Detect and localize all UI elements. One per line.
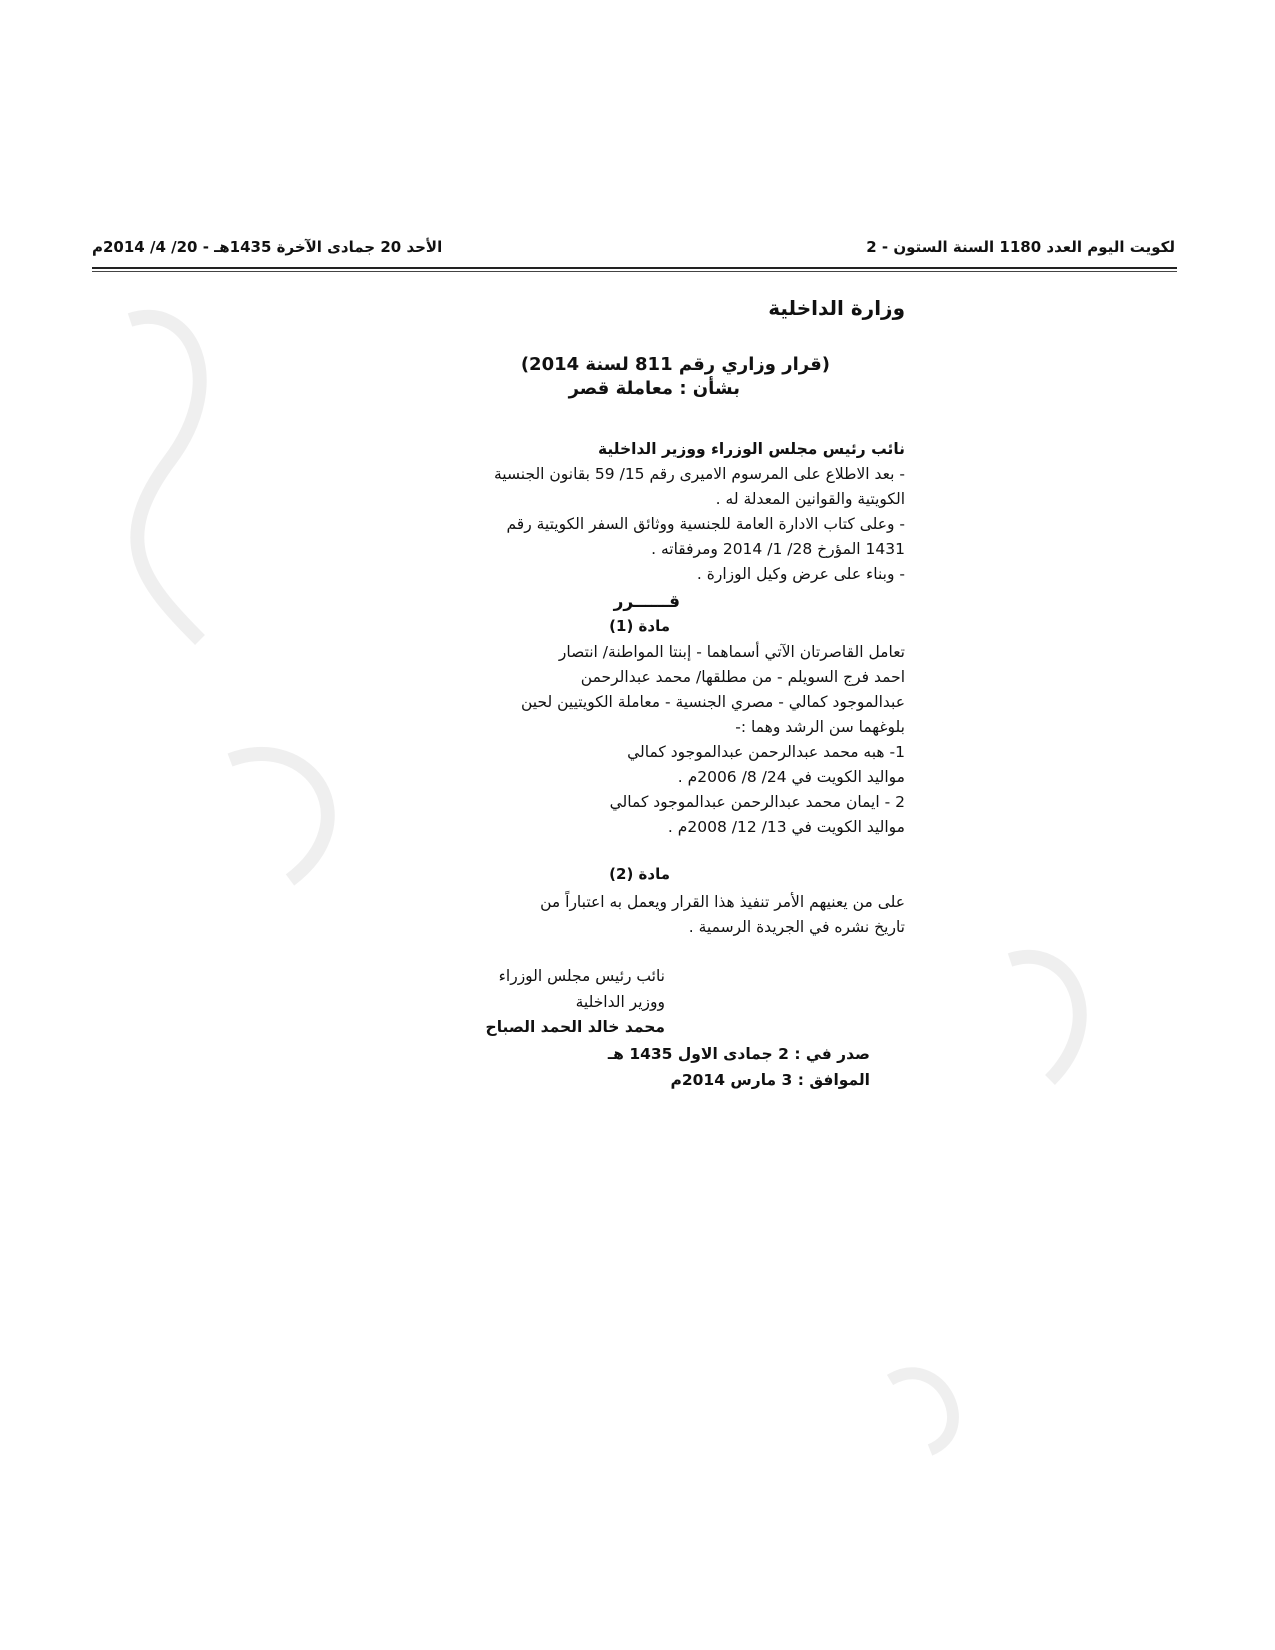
decision-subject: بشأن : معاملة قصر — [568, 378, 740, 399]
preamble-line: - بعد الاطلاع على المرسوم الاميرى رقم 15/ 59 بقانون الجنسية — [493, 465, 905, 483]
signatory-title: نائب رئيس مجلس الوزراء — [498, 967, 665, 985]
preamble-heading: نائب رئيس مجلس الوزراء ووزير الداخلية — [597, 440, 905, 458]
header-issue-info: لكويت اليوم العدد 1180 السنة الستون - 2 — [866, 238, 1175, 256]
decision-title: (قرار وزاري رقم 811 لسنة 2014) — [520, 354, 830, 375]
ministry-name: وزارة الداخلية — [768, 296, 905, 320]
article-1-line: مواليد الكويت في 24/ 8/ 2006م . — [677, 768, 905, 786]
preamble-line: - وبناء على عرض وكيل الوزارة . — [696, 565, 905, 583]
article-1-line: مواليد الكويت في 13/ 12/ 2008م . — [667, 818, 905, 836]
header-date: الأحد 20 جمادى الآخرة 1435هـ - 20/ 4/ 2014م — [92, 238, 443, 256]
article-2-title: مادة (2) — [609, 865, 670, 883]
header-rule — [92, 267, 1177, 269]
header-rule-thin — [92, 271, 1177, 272]
preamble-line: 1431 المؤرخ 28/ 1/ 2014 ومرفقاته . — [651, 540, 905, 558]
preamble — [405, 437, 905, 587]
article-1-line: عبدالموجود كمالي - مصري الجنسية - معاملة الكويتيين لحين — [520, 693, 905, 711]
preamble-line: - وعلى كتاب الادارة العامة للجنسية ووثائق السفر الكويتية رقم — [506, 515, 905, 533]
article-1-line: 1- هبه محمد عبدالرحمن عبدالموجود كمالي — [627, 743, 905, 761]
issued-hijri-date: صدر في : 2 جمادى الاول 1435 هـ — [607, 1045, 870, 1063]
article-1-line: احمد فرج السويلم - من مطلقها/ محمد عبدالرحمن — [580, 668, 905, 686]
article-2-line: على من يعنيهم الأمر تنفيذ هذا القرار ويعمل به اعتباراً من — [540, 893, 905, 911]
article-1-line: 2 - ايمان محمد عبدالرحمن عبدالموجود كمالي — [609, 793, 905, 811]
article-1-line: تعامل القاصرتان الآتي أسماهما - إبنتا المواطنة/ انتصار — [558, 643, 905, 661]
issued-gregorian-date: الموافق : 3 مارس 2014م — [670, 1071, 870, 1089]
signatory-role: ووزير الداخلية — [575, 993, 665, 1011]
preamble-line: الكويتية والقوانين المعدلة له . — [715, 490, 905, 508]
article-1-body — [405, 640, 905, 840]
decides-heading: قــــــرر — [613, 592, 680, 612]
signatory-name: محمد خالد الحمد الصباح — [485, 1018, 665, 1036]
article-2-body — [405, 890, 905, 940]
article-2-line: تاريخ نشره في الجريدة الرسمية . — [688, 918, 905, 936]
article-1-title: مادة (1) — [609, 617, 670, 635]
article-1-line: بلوغهما سن الرشد وهما :- — [735, 718, 905, 736]
